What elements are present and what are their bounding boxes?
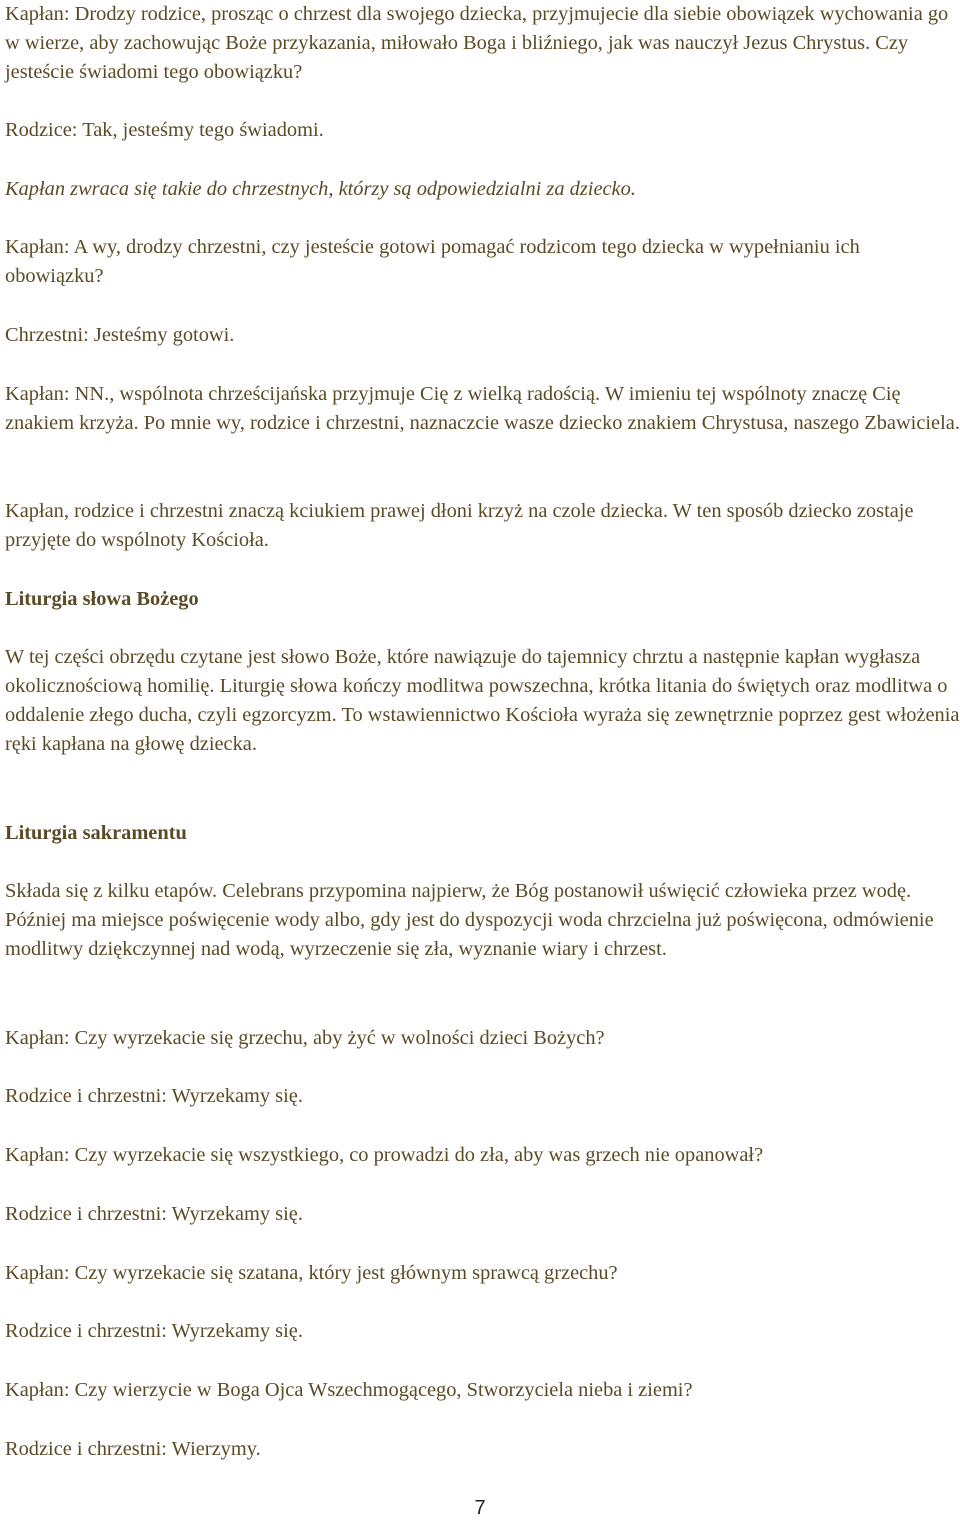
paragraph-renounce-evil-question: Kapłan: Czy wyrzekacie się wszystkiego, co prowadzi do zła, aby was grzech nie opanował? (5, 1144, 764, 1166)
paragraph-faith-question: Kapłan: Czy wierzycie w Boga Ojca Wszechmogącego, Stworzyciela nieba i ziemi? (5, 1379, 693, 1401)
paragraph-priest-parents-question: Kapłan: Drodzy rodzice, prosząc o chrzest dla swojego dziecka, przyjmujecie dla siebie obowiązek wychowania go w wierze, aby zachowując Boże przykazania, miłowało Boga i bliźniego, jak was nauczył Jezus Chrystus. Czy jesteście świadomi tego obowiązku? (5, 3, 949, 83)
paragraph-sign-of-cross: Kapłan, rodzice i chrzestni znaczą kciukiem prawej dłoni krzyż na czole dziecka. W ten sposób dziecko zostaje przyjęte do wspólnoty Kościoła. (5, 500, 914, 551)
paragraph-renounce-satan-question: Kapłan: Czy wyrzekacie się szatana, który jest głównym sprawcą grzechu? (5, 1262, 618, 1284)
heading-liturgy-of-sacrament: Liturgia sakramentu (5, 822, 187, 844)
paragraph-godparents-answer: Chrzestni: Jesteśmy gotowi. (5, 324, 235, 346)
paragraph-priest-godparents-question: Kapłan: A wy, drodzy chrzestni, czy jesteście gotowi pomagać rodzicom tego dziecka w wypełnianiu ich obowiązku? (5, 236, 860, 287)
paragraph-renounce-answer-1: Rodzice i chrzestni: Wyrzekamy się. (5, 1085, 303, 1107)
paragraph-renounce-answer-2: Rodzice i chrzestni: Wyrzekamy się. (5, 1203, 303, 1225)
paragraph-parents-answer: Rodzice: Tak, jesteśmy tego świadomi. (5, 119, 324, 141)
paragraph-faith-answer: Rodzice i chrzestni: Wierzymy. (5, 1438, 261, 1460)
paragraph-rubric-godparents: Kapłan zwraca się takie do chrzestnych, którzy są odpowiedzialni za dziecko. (5, 178, 636, 200)
paragraph-liturgy-of-sacrament: Składa się z kilku etapów. Celebrans przypomina najpierw, że Bóg postanowił uświęcić człowieka przez wodę. Później ma miejsce poświęcenie wody albo, gdy jest do dyspozycji woda chrzcielna już poświęcona, odmówienie modlitwy dziękczynnej nad wodą, wyrzeczenie się zła, wyznanie wiary i chrzest. (5, 880, 934, 960)
page-number: 7 (474, 1497, 486, 1519)
paragraph-priest-welcome: Kapłan: NN., wspólnota chrześcijańska przyjmuje Cię z wielką radością. W imieniu tej wspólnoty znaczę Cię znakiem krzyża. Po mnie wy, rodzice i chrzestni, naznaczcie wasze dziecko znakiem Chrystusa, naszego Zbawiciela. (5, 383, 960, 434)
paragraph-renounce-answer-3: Rodzice i chrzestni: Wyrzekamy się. (5, 1320, 303, 1342)
paragraph-liturgy-of-word: W tej części obrzędu czytane jest słowo Boże, które nawiązuje do tajemnicy chrztu a następnie kapłan wygłasza okolicznościową homilię. Liturgię słowa kończy modlitwa powszechna, krótka litania do świętych oraz modlitwa o oddalenie złego ducha, czyli egzorcyzm. To wstawiennictwo Kościoła wyraża się zewnętrznie poprzez gest włożenia ręki kapłana na głowę dziecka. (5, 646, 960, 755)
heading-liturgy-of-word: Liturgia słowa Bożego (5, 588, 199, 610)
paragraph-renounce-sin-question: Kapłan: Czy wyrzekacie się grzechu, aby żyć w wolności dzieci Bożych? (5, 1027, 605, 1049)
